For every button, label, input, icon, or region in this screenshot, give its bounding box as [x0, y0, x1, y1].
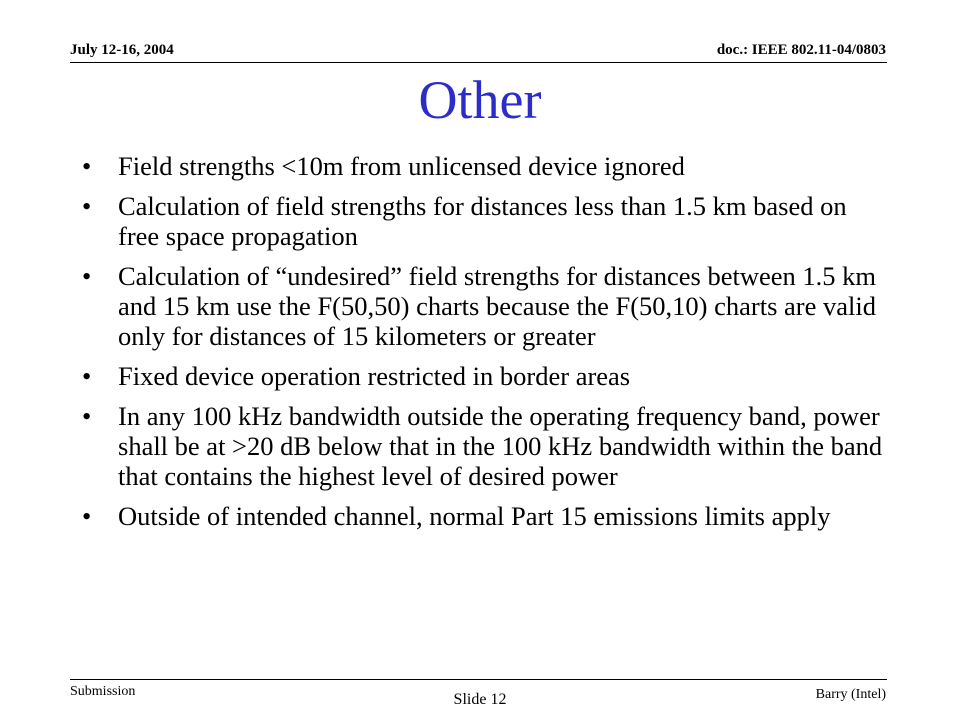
bullet-item [82, 401, 892, 491]
slide-number: Slide 12 [453, 691, 507, 708]
bullet-item [82, 191, 892, 251]
footer-divider [70, 679, 887, 680]
bullet-text: Field strengths <10m from unlicensed device ignored [118, 151, 685, 181]
bullet-text: Outside of intended channel, normal Part 15 emissions limits apply [118, 501, 831, 531]
bullet-dot-icon: • [82, 401, 92, 431]
bullet-text: Fixed device operation restricted in border areas [118, 361, 631, 391]
bullet-dot-icon: • [82, 151, 92, 181]
bullet-item [82, 501, 892, 531]
bullet-dot-icon: • [82, 361, 92, 391]
bullet-dot-icon: • [82, 501, 92, 531]
bullet-text: Calculation of “undesired” field strengths for distances between 1.5 km and 15 km use the F(50,50) charts because the F(50,10) charts are valid only for distances of 15 kilometers or greater [118, 261, 876, 351]
bullet-list [82, 151, 892, 541]
bullet-dot-icon: • [82, 191, 92, 221]
header-doc-id: doc.: IEEE 802.11-04/0803 [716, 42, 886, 58]
header-divider [70, 62, 887, 63]
slide-title: Other [418, 70, 542, 130]
footer-author: Barry (Intel) [815, 687, 886, 702]
bullet-text: Calculation of field strengths for distances less than 1.5 km based on free space propagation [118, 191, 847, 251]
bullet-item [82, 261, 892, 351]
bullet-item [82, 151, 892, 181]
bullet-dot-icon: • [82, 261, 92, 291]
bullet-item [82, 361, 892, 391]
header-date: July 12-16, 2004 [70, 42, 174, 58]
footer-submission: Submission [70, 684, 136, 699]
bullet-text: In any 100 kHz bandwidth outside the operating frequency band, power shall be at >20 dB below that in the 100 kHz bandwidth within the band that contains the highest level of desired power [118, 401, 883, 491]
